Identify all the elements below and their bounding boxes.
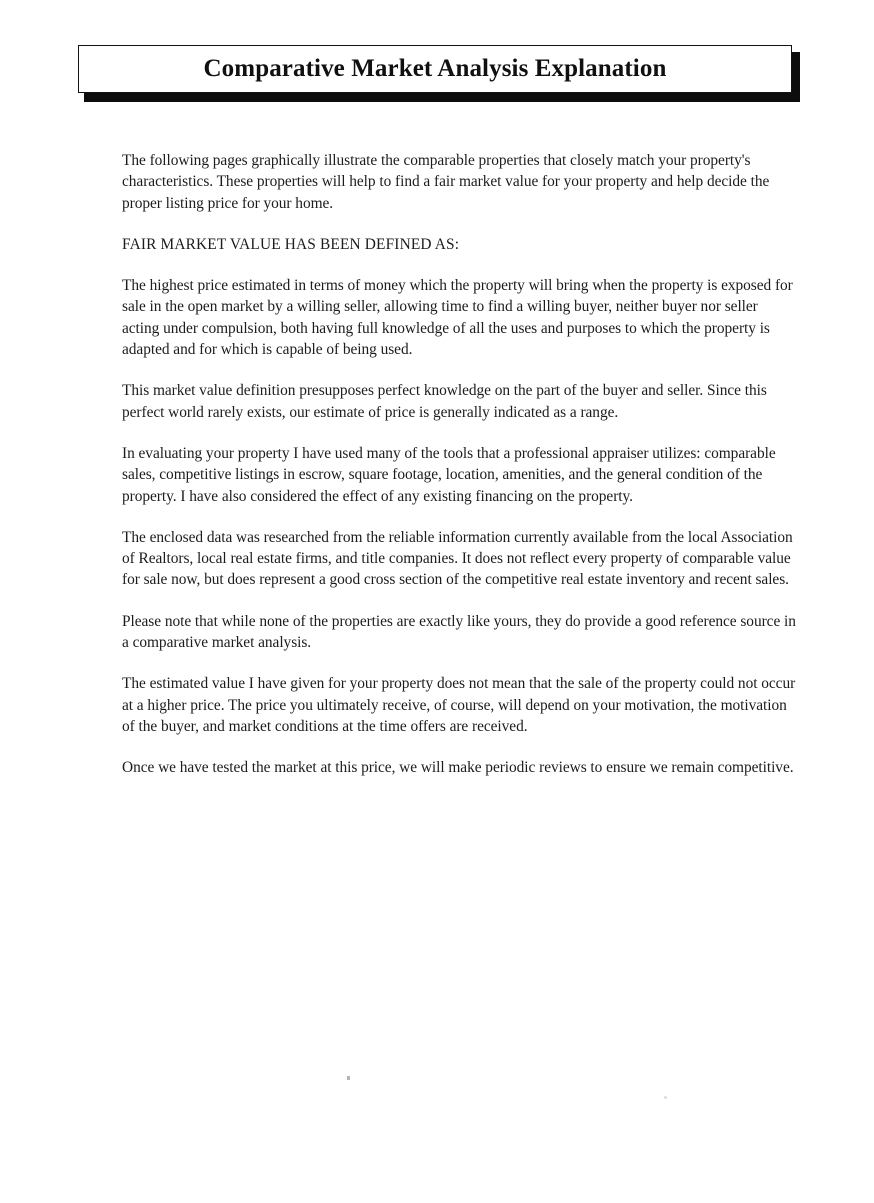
paragraph-data-sources: The enclosed data was researched from the reliable information currently available from the local Association of Realtors, local real estate firms, and title companies. It does not reflect every property of comparable value for sale now, but does represent a good cross section of the competitive real estate inventory and recent sales.: [122, 528, 793, 589]
scan-artifact-speck: [347, 1076, 350, 1080]
paragraph-definition-heading: FAIR MARKET VALUE HAS BEEN DEFINED AS:: [122, 235, 460, 253]
title-banner: [78, 45, 794, 95]
paragraph-definition-body: The highest price estimated in terms of money which the property will bring when the property is exposed for sale in the open market by a willing seller, allowing time to find a willing buyer, neither buyer nor seller acting under compulsion, both having full knowledge of all the uses and purposes to which the property is adapted and for which is capable of being used.: [122, 277, 793, 359]
scan-artifact-speck: [664, 1096, 667, 1099]
paragraph-reference-note: Please note that while none of the properties are exactly like yours, they do provide a good reference source in a comparative market analysis.: [122, 612, 796, 652]
paragraph-periodic-reviews: Once we have tested the market at this price, we will make periodic reviews to ensure we remain competitive.: [122, 759, 794, 777]
paragraph-evaluation-tools: In evaluating your property I have used many of the tools that a professional appraiser utilizes: comparable sales, competitive listings in escrow, square footage, location, amenities, and the general condition of the property. I have also considered the effect of any existing financing on the property.: [122, 444, 776, 505]
title-box: [78, 45, 792, 93]
document-body: [122, 150, 798, 779]
paragraph-intro: The following pages graphically illustrate the comparable properties that closely match your property's characteristics. These properties will help to find a fair market value for your property and help decide the proper listing price for your home.: [122, 152, 770, 212]
page-title: Comparative Market Analysis Explanation: [203, 54, 667, 82]
paragraph-estimated-value: The estimated value I have given for your property does not mean that the sale of the property could not occur at a higher price. The price you ultimately receive, of course, will depend on your motivation, the motivation of the buyer, and market conditions at the time offers are received.: [122, 675, 796, 735]
paragraph-market-value-note: This market value definition presupposes perfect knowledge on the part of the buyer and seller. Since this perfect world rarely exists, our estimate of price is generally indicated as a range.: [122, 382, 767, 421]
